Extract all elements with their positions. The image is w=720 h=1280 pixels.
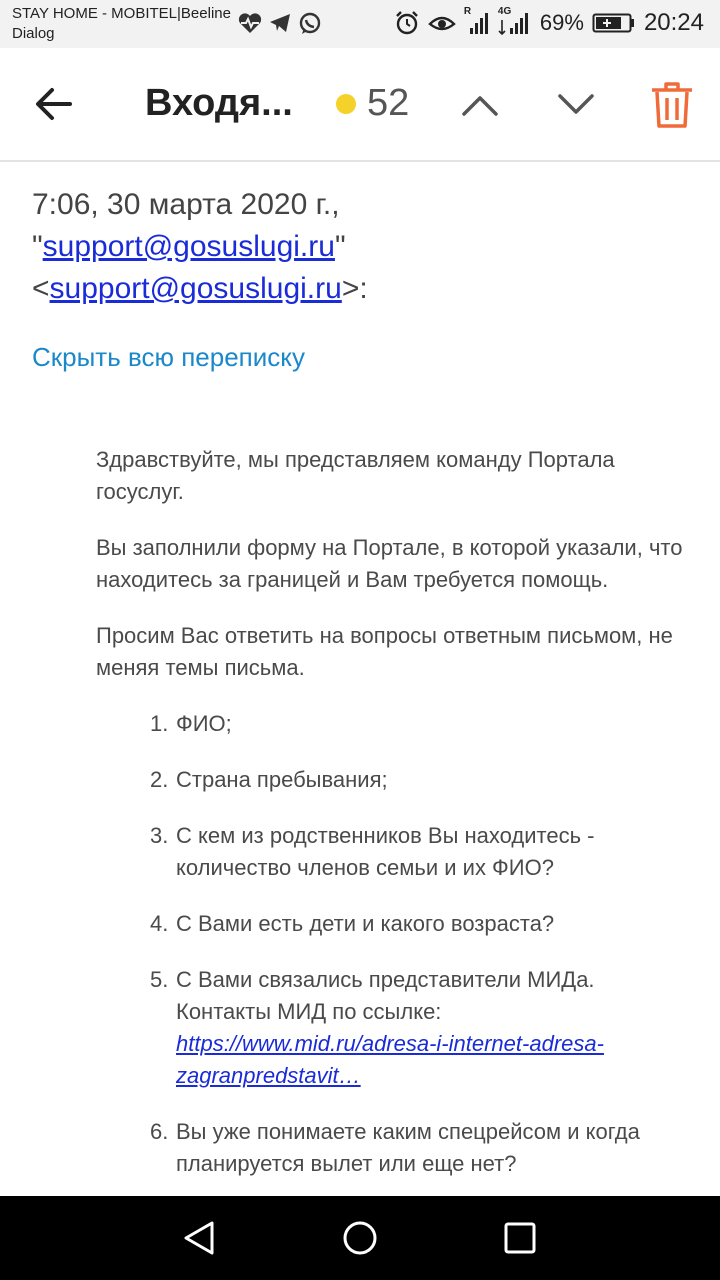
heart-rate-icon xyxy=(238,12,262,34)
question-list xyxy=(96,708,686,1180)
back-button[interactable] xyxy=(32,84,80,124)
paragraph: Вы заполнили форму на Портале, в которой указали, что находитесь за границей и Вам требуется помощь. xyxy=(96,535,683,592)
whatsapp-icon xyxy=(298,12,322,36)
sender-email-link[interactable]: support@gosuslugi.ru xyxy=(42,230,335,263)
previous-message-button[interactable] xyxy=(460,88,500,120)
arrow-left-icon xyxy=(32,84,80,124)
list-item: 1. ФИО; xyxy=(150,711,232,736)
status-bar xyxy=(0,0,720,48)
list-item: 4. С Вами есть дети и какого возраста? xyxy=(150,911,555,936)
alarm-icon xyxy=(394,10,420,36)
status-indicators xyxy=(394,6,704,37)
folder-title: Входя... xyxy=(145,82,293,124)
quote-header: 7:06, 30 марта 2020 г., "support@gosuslugi.ru" <support@gosuslugi.ru>: xyxy=(32,184,692,310)
list-item: 5. С Вами связались представители МИДа. Контакты МИД по ссылке: https://www.mid.ru/adresa-i-internet-adresa-zagranpredstavit… xyxy=(96,964,686,1092)
list-item: 6. Вы уже понимаете каким спецрейсом и когда планируется вылет или еще нет? xyxy=(150,1119,640,1176)
message-content xyxy=(0,162,720,1196)
unread-dot-icon xyxy=(336,94,356,114)
unread-count: 52 xyxy=(367,82,410,124)
signal-icon: R xyxy=(464,10,490,36)
paragraph: Здравствуйте, мы представляем команду Портала госуслуг. xyxy=(96,447,615,504)
delete-button[interactable] xyxy=(648,80,696,130)
nav-home-icon[interactable] xyxy=(340,1218,380,1258)
system-nav-bar xyxy=(0,1196,720,1280)
chevron-up-icon xyxy=(460,88,500,120)
sender-address-link[interactable]: support@gosuslugi.ru xyxy=(49,272,342,305)
battery-percent: 69% xyxy=(539,10,584,35)
next-message-button[interactable] xyxy=(556,88,596,120)
quote-date: 7:06, 30 марта 2020 г., xyxy=(32,188,340,221)
signal-4g-icon: 4G xyxy=(498,10,532,36)
message-body xyxy=(96,444,686,1196)
hide-thread-link[interactable]: Скрыть всю переписку xyxy=(32,342,305,372)
app-bar xyxy=(0,48,720,162)
battery-icon xyxy=(592,12,636,34)
paragraph: Просим Вас ответить на вопросы ответным письмом, не меняя темы письма. xyxy=(96,623,673,680)
list-item: 3. С кем из родственников Вы находитесь - количество членов семьи и их ФИО? xyxy=(150,823,595,880)
notification-icons xyxy=(238,12,322,36)
chevron-down-icon xyxy=(556,88,596,120)
clock: 20:24 xyxy=(643,9,704,36)
nav-recent-icon[interactable] xyxy=(502,1220,538,1256)
carrier-name: STAY HOME - MOBITEL|Beeline Dialog xyxy=(12,5,231,42)
mid-contacts-link[interactable]: https://www.mid.ru/adresa-i-internet-adresa-zagranpredstavit… xyxy=(176,1031,604,1088)
eye-icon xyxy=(428,12,456,34)
list-item: 2. Страна пребывания; xyxy=(150,767,388,792)
nav-back-icon[interactable] xyxy=(180,1218,220,1258)
telegram-icon xyxy=(268,12,292,34)
trash-icon xyxy=(648,80,696,130)
